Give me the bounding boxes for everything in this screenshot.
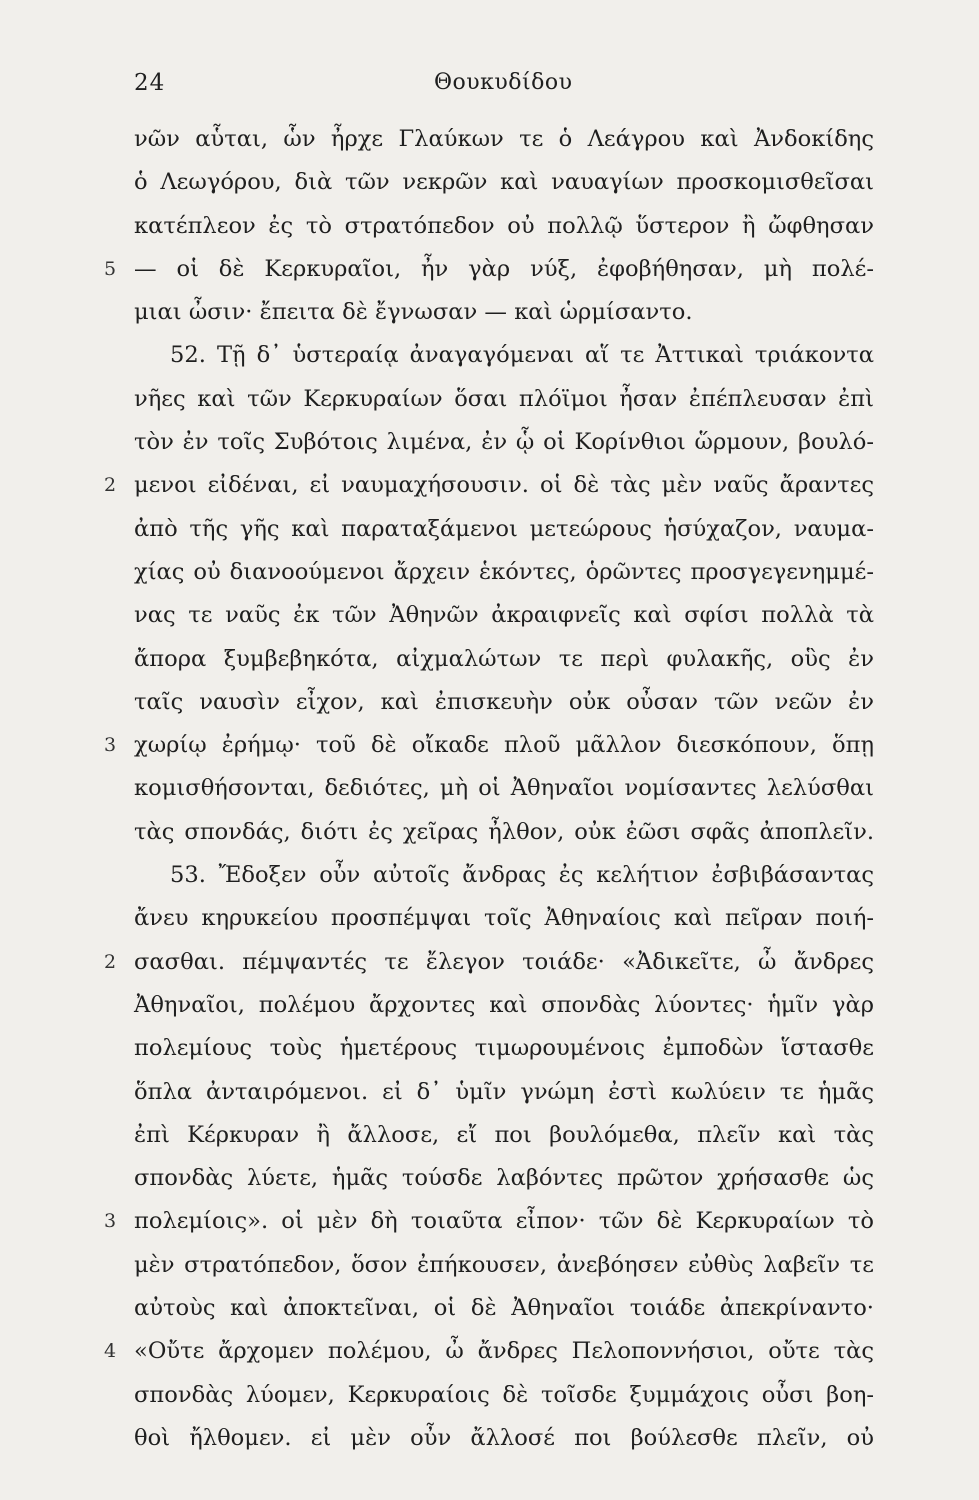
- line-text: Ἀθηναῖοι, πολέμου ἄρχοντες καὶ σπονδὰς λύοντες· ἡμῖν γὰρ: [134, 991, 874, 1018]
- text-line: [134, 1287, 874, 1330]
- line-text: σπονδὰς λύετε, ἡμᾶς τούσδε λαβόντες πρῶτον χρήσασθε ὡς: [134, 1165, 874, 1192]
- running-title: Θουκυδίδου: [434, 70, 573, 95]
- text-line: [134, 897, 874, 940]
- line-text: νῶν αὗται, ὧν ἦρχε Γλαύκων τε ὁ Λεάγρου καὶ Ἀνδοκίδης: [134, 126, 874, 152]
- text-line: [104, 941, 874, 984]
- text-line: [134, 811, 874, 854]
- text-line: [134, 205, 874, 248]
- text-line: [104, 1200, 874, 1243]
- text-line: [134, 551, 874, 594]
- text-line: [134, 767, 874, 810]
- text-line: [134, 1244, 874, 1287]
- line-text: μιαι ὦσιν· ἔπειτα δὲ ἔγνωσαν — καὶ ὡρμίσαντο.: [134, 299, 693, 326]
- text-line: [134, 984, 874, 1027]
- text-line: [134, 1157, 874, 1200]
- line-text: πολεμίοις». οἱ μὲν δὴ τοιαῦτα εἶπον· τῶν δὲ Κερκυραίων τὸ: [134, 1208, 874, 1235]
- line-text: ἄνευ κηρυκείου προσπέμψαι τοῖς Ἀθηναίοις καὶ πεῖραν ποιή-: [134, 905, 874, 932]
- line-text: σασθαι. πέμψαντές τε ἔλεγον τοιάδε· «Ἀδικεῖτε, ὦ ἄνδρες: [134, 948, 874, 975]
- margin-section-number: 2: [104, 474, 117, 497]
- text-line: [104, 1330, 874, 1373]
- text-line: [134, 854, 874, 897]
- line-text: αὐτοὺς καὶ ἀποκτεῖναι, οἱ δὲ Ἀθηναῖοι τοιάδε ἀπεκρίναντο·: [134, 1295, 874, 1322]
- margin-section-number: 3: [104, 734, 117, 757]
- text-line: [134, 421, 874, 464]
- text-line: [104, 724, 874, 767]
- text-line: [134, 638, 874, 681]
- line-text: ἀπὸ τῆς γῆς καὶ παραταξάμενοι μετεώρους ἡσύχαζον, ναυμα-: [134, 515, 874, 542]
- text-line: [134, 508, 874, 551]
- text-line: [134, 1114, 874, 1157]
- text-line: [134, 1374, 874, 1417]
- line-text: ταῖς ναυσὶν εἶχον, καὶ ἐπισκευὴν οὐκ οὖσαν τῶν νεῶν ἐν: [134, 688, 874, 715]
- line-text: μενοι εἰδέναι, εἰ ναυμαχήσουσιν. οἱ δὲ τὰς μὲν ναῦς ἄραντες: [134, 472, 874, 499]
- text-line: [134, 291, 874, 334]
- text-line: [134, 1071, 874, 1114]
- line-text: ὁ Λεωγόρου, διὰ τῶν νεκρῶν καὶ ναυαγίων προσκομισθεῖσαι: [134, 169, 874, 196]
- line-text: τὸν ἐν τοῖς Συβότοις λιμένα, ἐν ᾧ οἱ Κορίνθιοι ὥρμουν, βουλό-: [134, 429, 874, 456]
- text-line: [134, 1027, 874, 1070]
- line-text: 52. Τῇ δ᾽ ὑστεραίᾳ ἀναγαγόμεναι αἵ τε Ἀττικαὶ τριάκοντα: [170, 342, 874, 369]
- line-text: θοὶ ἤλθομεν. εἰ μὲν οὖν ἄλλοσέ ποι βούλεσθε πλεῖν, οὐ: [134, 1424, 874, 1451]
- page-header: [134, 70, 874, 110]
- text-line: [134, 334, 874, 377]
- text-line: [134, 378, 874, 421]
- margin-section-number: 5: [104, 257, 117, 280]
- line-text: μὲν στρατόπεδον, ὅσον ἐπήκουσεν, ἀνεβόησεν εὐθὺς λαβεῖν τε: [134, 1251, 874, 1278]
- line-text: χίας οὐ διανοούμενοι ἄρχειν ἑκόντες, ὁρῶντες προσγεγενημμέ-: [134, 558, 874, 585]
- margin-section-number: 4: [104, 1340, 117, 1363]
- line-text: ἐπὶ Κέρκυραν ἢ ἄλλοσε, εἴ ποι βουλόμεθα, πλεῖν καὶ τὰς: [134, 1121, 874, 1148]
- text-line: [134, 681, 874, 724]
- line-text: ἄπορα ξυμβεβηκότα, αἰχμαλώτων τε περὶ φυλακῆς, οὓς ἐν: [134, 645, 874, 672]
- line-text: χωρίῳ ἐρήμῳ· τοῦ δὲ οἴκαδε πλοῦ μᾶλλον διεσκόπουν, ὅπῃ: [134, 732, 874, 759]
- line-text: κομισθήσονται, δεδιότες, μὴ οἱ Ἀθηναῖοι νομίσαντες λελύσθαι: [134, 775, 874, 802]
- text-line: [134, 1417, 874, 1460]
- text-line: [104, 464, 874, 507]
- line-text: «Οὔτε ἄρχομεν πολέμου, ὦ ἄνδρες Πελοποννήσιοι, οὔτε τὰς: [134, 1338, 874, 1365]
- page-number: 24: [134, 70, 166, 96]
- line-text: ὅπλα ἀνταιρόμενοι. εἰ δ᾽ ὑμῖν γνώμη ἐστὶ κωλύειν τε ἡμᾶς: [134, 1078, 874, 1105]
- line-text: πολεμίους τοὺς ἡμετέρους τιμωρουμένοις ἐμποδὼν ἵστασθε: [134, 1035, 874, 1062]
- text-line: [134, 161, 874, 204]
- text-line: [104, 248, 874, 291]
- line-text: τὰς σπονδάς, διότι ἐς χεῖρας ἦλθον, οὐκ ἐῶσι σφᾶς ἀποπλεῖν.: [134, 818, 874, 845]
- text-line: [134, 118, 874, 161]
- line-text: σπονδὰς λύομεν, Κερκυραίοις δὲ τοῖσδε ξυμμάχοις οὖσι βοη-: [134, 1381, 874, 1408]
- line-text: — οἱ δὲ Κερκυραῖοι, ἦν γὰρ νύξ, ἐφοβήθησαν, μὴ πολέ-: [134, 255, 874, 282]
- line-text: νῆες καὶ τῶν Κερκυραίων ὅσαι πλόϊμοι ἦσαν ἐπέπλευσαν ἐπὶ: [134, 385, 874, 412]
- line-text: κατέπλεον ἐς τὸ στρατόπεδον οὐ πολλῷ ὕστερον ἢ ὤφθησαν: [134, 212, 874, 239]
- line-text: νας τε ναῦς ἐκ τῶν Ἀθηνῶν ἀκραιφνεῖς καὶ σφίσι πολλὰ τὰ: [134, 602, 874, 629]
- line-text: 53. Ἔδοξεν οὖν αὐτοῖς ἄνδρας ἐς κελήτιον ἐσβιβάσαντας: [170, 862, 874, 889]
- margin-section-number: 2: [104, 950, 117, 973]
- margin-section-number: 3: [104, 1210, 117, 1233]
- text-line: [134, 594, 874, 637]
- body-text: [104, 118, 874, 1460]
